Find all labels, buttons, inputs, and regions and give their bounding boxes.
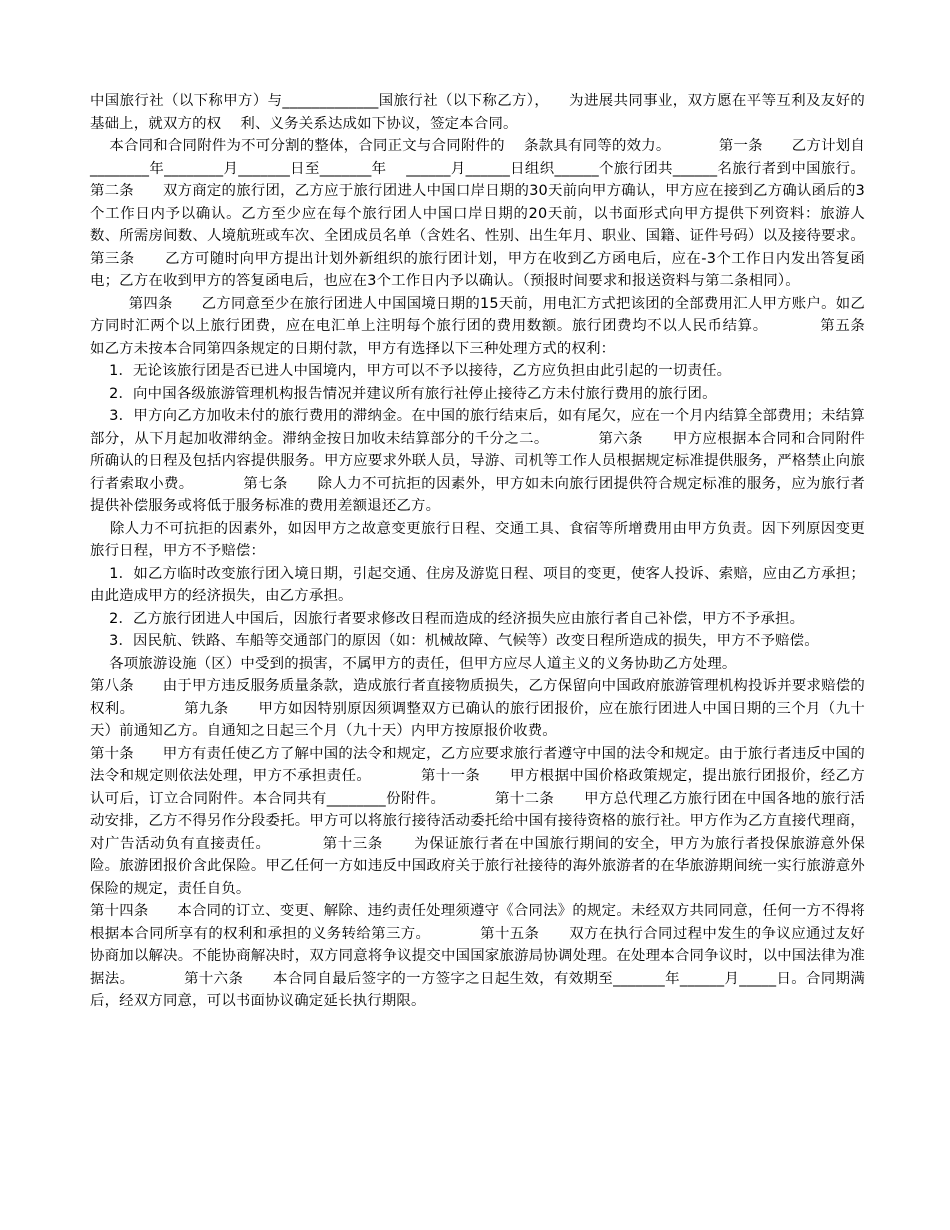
paragraph-articles-1-3: 本合同和合同附件为不可分割的整体，合同正文与合同附件的 条款具有同等的效力。 第一条 乙方计划自________年________月_______日至_______年 ______月______日组织______个旅行团共______名旅行者到中国旅行。 第二条 双方商定的旅行团，乙方应于旅行团进人中国口岸日期的30天前向甲方确认，甲方应在接到乙方确认函后的3个工作日内予以确认。乙方至少应在每个旅行团人中国口岸日期的20天前，以书面形式向甲方提供下列资料：旅游人数、所需房间数、人境航班或车次、全团成员名单（含姓名、性别、出生年月、职业、国籍、证件号码）以及接待要求。 第三条 乙方可随时向甲方提出计划外新组织的旅行团计划，甲方在收到乙方函电后，应在-3个工作日内发出答复函电；乙方在收到甲方的答复函电后，也应在3个工作日内予以确认。（预报时间要求和报送资料与第二条相同）。 [90, 138, 913, 289]
list-item-option-3-articles-6-7: 3．甲方向乙方加收未付的旅行费用的滞纳金。在中国的旅行结束后，如有尾欠，应在一个月内结算全部费用；未结算部分，从下月起加收滞纳金。滞纳金按日加收未结算部分的千分之二。 第六条 甲方应根据本合同和合同附件所确认的日程及包括内容提供服务。甲方应要求外联人员，导游、司机等工作人员根据规定标准提供服务，严格禁止向旅行者索取小费。 第七条 除人力不可抗拒的因素外，甲方如未向旅行团提供符合规定标准的服务，应为旅行者提供补偿服务或将低于服务标准的费用差额退还乙方。 [90, 408, 865, 514]
paragraph-articles-8-9: 第八条 由于甲方违反服务质量条款，造成旅行者直接物质损失，乙方保留向中国政府旅游管理机构投诉并要求赔偿的权利。 第九条 甲方如因特别原因须调整双方已确认的旅行团报价，应在旅行团进人中国日期的三个月（九十天）前通知乙方。自通知之日起三个月（九十天）内甲方按原报价收费。 [90, 678, 865, 739]
list-item-option-2: 2．向中国各级旅游管理机构报告情况并建议所有旅行社停止接待乙方未付旅行费用的旅行团。 [90, 385, 717, 402]
paragraph-articles-10-13: 第十条 甲方有责任使乙方了解中国的法令和规定，乙方应要求旅行者遵守中国的法令和规定。由于旅行者违反中国的法令和规定则依法处理，甲方不承担责任。 第十一条 甲方根据中国价格政策规定，提出旅行团报价，经乙方认可后，订立合同附件。本合同共有________份附件。 第十二条 甲方总代理乙方旅行团在中国各地的旅行活动安排，乙方不得另作分段委托。甲方可以将旅行接待活动委托给中国有接待资格的旅行社。甲方作为乙方直接代理商，对广告活动负有直接责任。 第十三条 为保证旅行者在中国旅行期间的安全，甲方为旅行者投保旅游意外保险。旅游团报价含此保险。甲乙任何一方如违反中国政府关于旅行社接待的海外旅游者的在华旅游期间统一实行旅游意外保险的规定，责任自负。 [90, 745, 865, 897]
contract-document [90, 90, 913, 1013]
paragraph-articles-4-5: 第四条 乙方同意至少在旅行团进人中国国境日期的15天前，用电汇方式把该团的全部费用汇人甲方账户。如乙方同时汇两个以上旅行团费，应在电汇单上注明每个旅行团的费用数额。旅行团费均不以人民币结算。 第五条 如乙方未按本合同第四条规定的日期付款，甲方有选择以下三种处理方式的权利： [90, 295, 894, 357]
list-item-change-1: 1．如乙方临时改变旅行团入境日期，引起交通、住房及游览日程、项目的变更，使客人投诉、索赔，应由乙方承担；由此造成甲方的经济损失，由乙方承担。 [90, 565, 865, 604]
list-item-change-3: 3．因民航、铁路、车船等交通部门的原因（如：机械故障、气候等）改变日程所造成的损失，甲方不予赔偿。 [90, 633, 819, 649]
paragraph-articles-14-16: 第十四条 本合同的订立、变更、解除、违约责任处理须遵守《合同法》的规定。未经双方共同同意，任何一方不得将根据本合同所享有的权利和承担的义务转给第三方。 第十五条 双方在执行合同过程中发生的争议应通过友好协商加以解决。不能协商解决时，双方同意将争议提交中国国家旅游局协调处理。在处理本合同争议时，以中国法律为准据法。 第十六条 本合同自最后签字的一方签字之日起生效，有效期至_______年______月_____日。合同期满后，经双方同意，可以书面协议确定延长执行期限。 [90, 903, 865, 1009]
paragraph-preamble: 中国旅行社（以下称甲方）与_____________国旅行社（以下称乙方）， 为进展共同事业，双方愿在平等互利及友好的基础上，就双方的权 利、义务关系达成如下协议，签定本合同。 [90, 93, 865, 132]
paragraph-itinerary-changes: 除人力不可抗拒的因素外，如因甲方之故意变更旅行日程、交通工具、食宿等所增费用由甲方负责。因下列原因变更旅行日程，甲方不予赔偿： [90, 520, 865, 559]
list-item-option-1: 1．无论该旅行团是否已进人中国境内，甲方可以不予以接待，乙方应负担由此引起的一切责任。 [90, 363, 732, 379]
paragraph-facility-damage: 各项旅游设施（区）中受到的损害，不属甲方的责任，但甲方应尽人道主义的义务协助乙方处理。 [90, 655, 737, 672]
list-item-change-2: 2．乙方旅行团进人中国后，因旅行者要求修改日程而造成的经济损失应由旅行者自己补偿，甲方不予承担。 [90, 610, 805, 627]
